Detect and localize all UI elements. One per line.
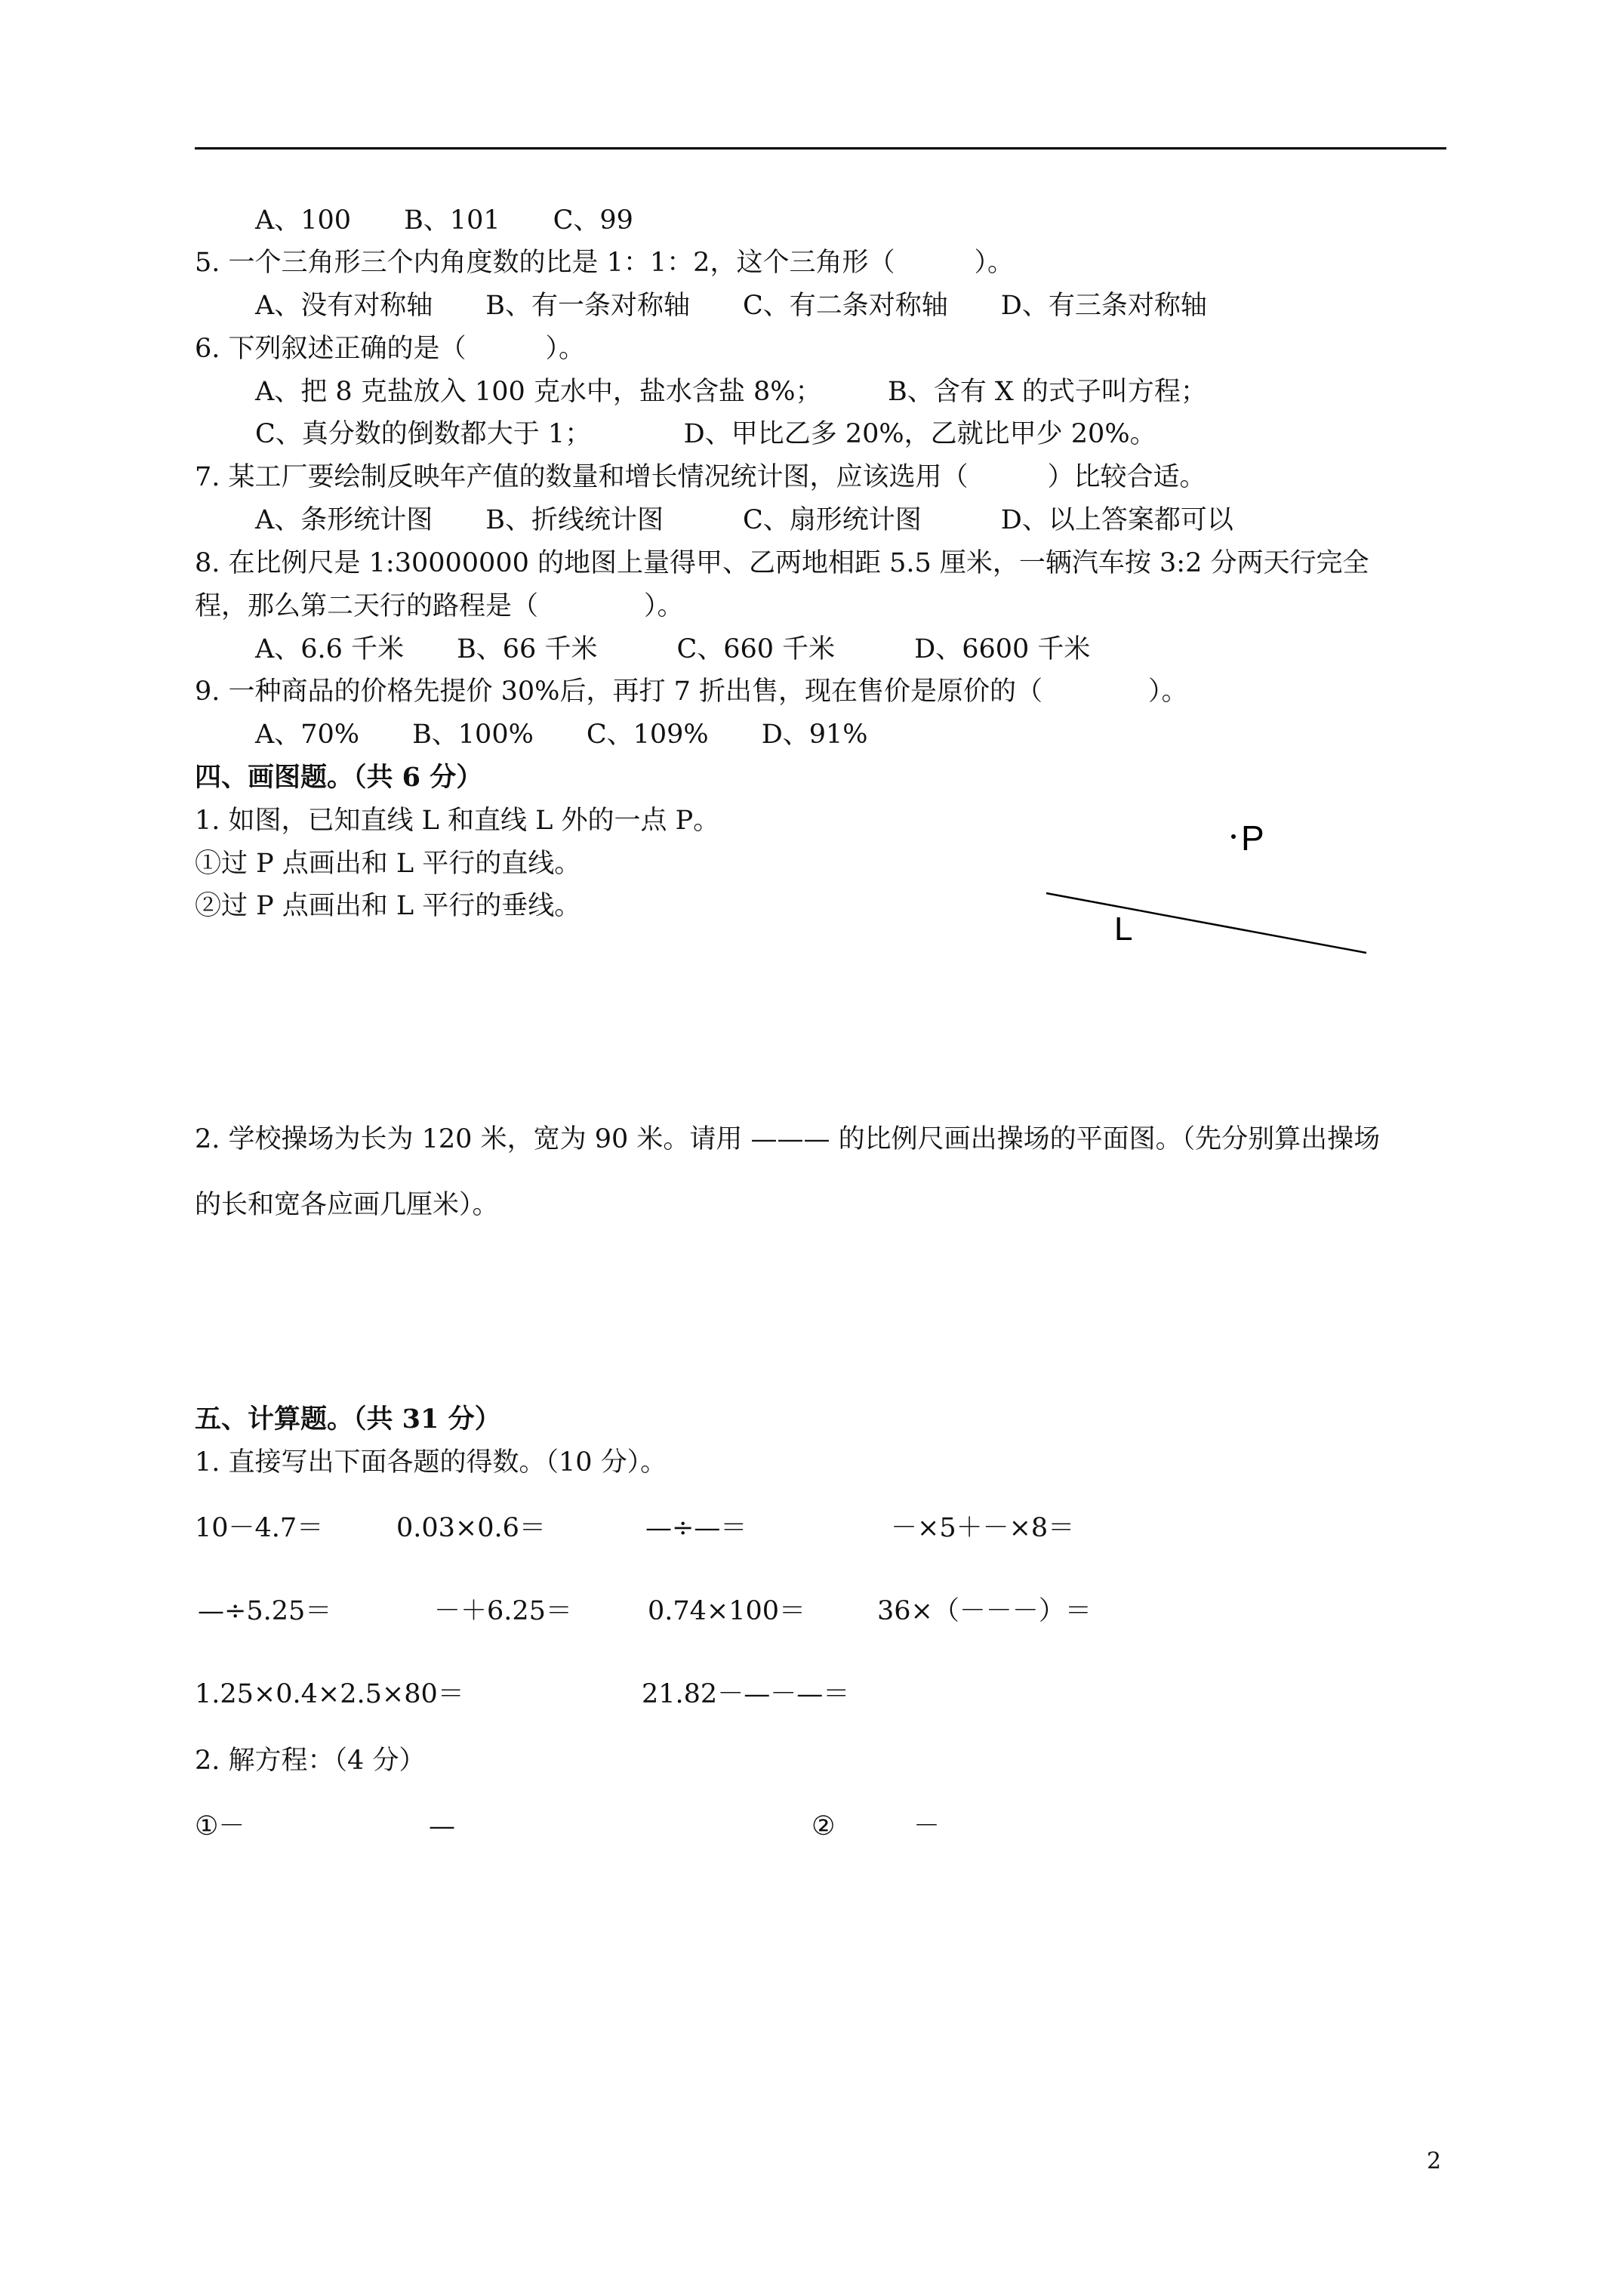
q8-question-1: 8. 在比例尺是 1:30000000 的地图上量得甲、乙两地相距 5.5 厘米，一辆汽车按 3:2 分两天行完全 [195,548,1369,578]
equation-2-label: ② [812,1811,836,1841]
section4-title: 四、画图题。（共 6 分） [195,762,483,793]
q7-options: A、条形统计图 B、折线统计图 C、扇形统计图 D、以上答案都可以 [255,505,1233,535]
section5-p1: 1. 直接写出下面各题的得数。（10 分）。 [195,1447,667,1478]
page-number: 2 [1427,2148,1442,2174]
line-point-figure [1034,812,1381,963]
section5-title: 五、计算题。（共 31 分） [195,1404,501,1435]
q6-options-1: A、把 8 克盐放入 100 克水中，盐水含盐 8%； B、含有 X 的式子叫方程； [255,377,1207,407]
q8-question-2: 程，那么第二天行的路程是（ ）。 [195,591,684,621]
point-p-dot [1231,834,1236,839]
q7-question: 7. 某工厂要绘制反映年产值的数量和增长情况统计图，应该选用（ ）比较合适。 [195,462,1206,492]
calc-r3-c2: 21.82－—－—＝ [642,1679,850,1709]
section4-p1-line3: ②过 P 点画出和 L 平行的垂线。 [195,891,581,921]
q9-options: A、70% B、100% C、109% D、91% [255,720,868,750]
q6-question: 6. 下列叙述正确的是（ ）。 [195,334,586,364]
calc-r2-c2: －＋6.25＝ [434,1596,572,1626]
calc-r2-c4: 36×（－－－）＝ [877,1596,1092,1626]
q5-question: 5. 一个三角形三个内角度数的比是 1：1：2，这个三角形（ ）。 [195,248,1014,278]
section5-p2: 2. 解方程：（4 分） [195,1746,426,1776]
q5-options: A、没有对称轴 B、有一条对称轴 C、有二条对称轴 D、有三条对称轴 [255,291,1207,321]
equation-1-label: ①－ [195,1811,245,1841]
section4-p2-line2: 的长和宽各应画几厘米）。 [195,1190,499,1220]
header-rule [195,147,1446,149]
equation-2-fraction: － [913,1811,941,1841]
q6-options-2: C、真分数的倒数都大于 1； D、甲比乙多 20%，乙就比甲少 20%。 [255,419,1156,449]
line-l-label: L [1114,911,1133,948]
calc-r2-c1: —÷5.25＝ [198,1596,332,1626]
point-p-label: P [1241,818,1264,858]
calc-r1-c4: －×5＋－×8＝ [891,1513,1075,1543]
section4-p2-line1: 2. 学校操场为长为 120 米，宽为 90 米。请用 ——— 的比例尺画出操场的平面图。（先分别算出操场 [195,1124,1381,1154]
section4-p1-line2: ①过 P 点画出和 L 平行的直线。 [195,849,581,879]
q9-question: 9. 一种商品的价格先提价 30%后，再打 7 折出售，现在售价是原价的（ ）。 [195,676,1188,707]
q4-options: A、100 B、101 C、99 [255,205,633,236]
section4-p1-line1: 1. 如图，已知直线 L 和直线 L 外的一点 P。 [195,806,720,836]
calc-r1-c1: 10－4.7＝ [195,1513,324,1543]
calc-r2-c3: 0.74×100＝ [648,1596,806,1626]
equation-1-fraction: — [429,1811,455,1841]
calc-r3-c1: 1.25×0.4×2.5×80＝ [195,1679,464,1709]
q8-options: A、6.6 千米 B、66 千米 C、660 千米 D、6600 千米 [255,634,1091,664]
line-l [1046,893,1366,953]
calc-r1-c2: 0.03×0.6＝ [396,1513,546,1543]
calc-r1-c3: —÷—＝ [645,1513,747,1543]
